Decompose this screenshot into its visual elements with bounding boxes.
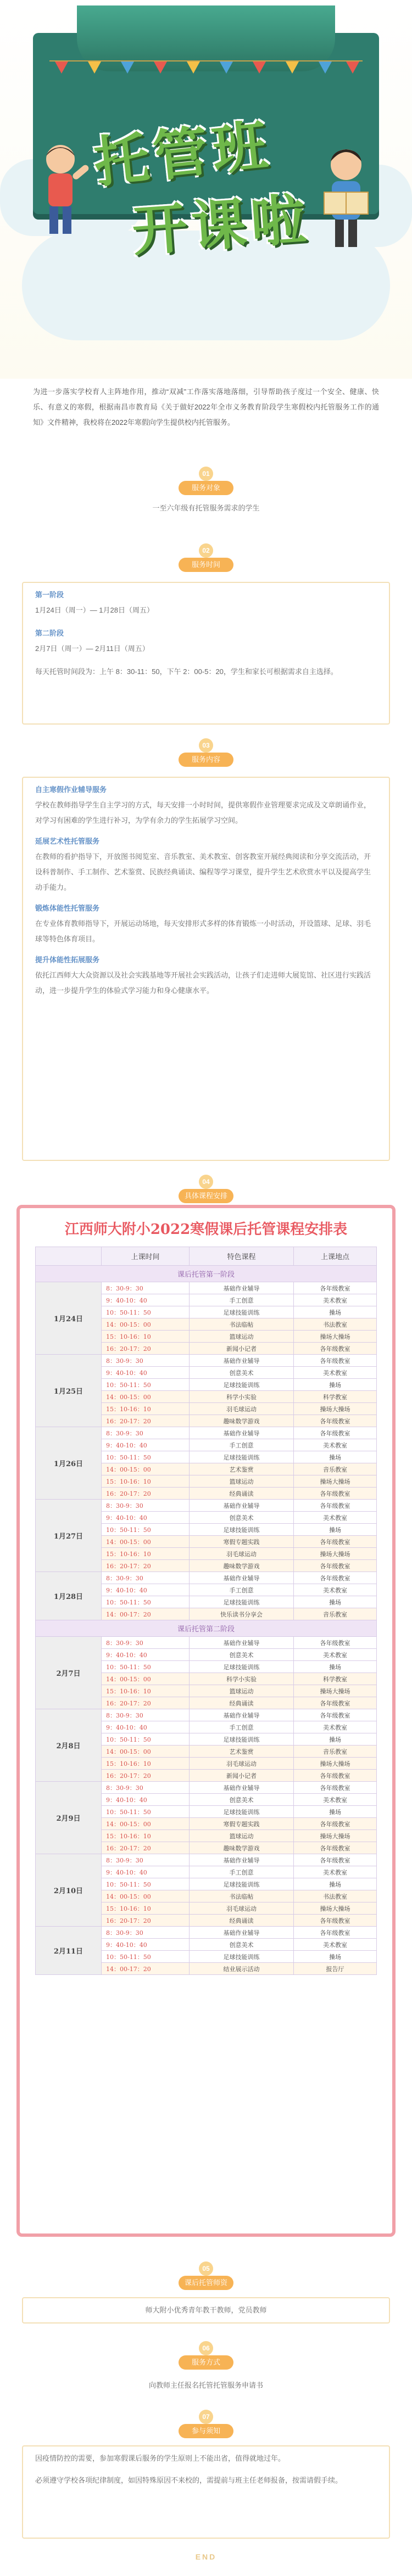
location-cell: 各年级教室 bbox=[294, 1818, 377, 1830]
course-cell: 创意美术 bbox=[190, 1367, 294, 1379]
location-cell: 各年级教室 bbox=[294, 1488, 377, 1500]
location-cell: 各年级教室 bbox=[294, 1842, 377, 1854]
course-cell: 寒假专题实践 bbox=[190, 1818, 294, 1830]
section-badge-teachers bbox=[173, 2261, 239, 2291]
time-cell: 10：50-11：50 bbox=[102, 1806, 190, 1818]
time-cell: 10：50-11：50 bbox=[102, 1733, 190, 1746]
location-cell: 各年级教室 bbox=[294, 1572, 377, 1584]
time-cell: 10：50-11：50 bbox=[102, 1306, 190, 1318]
table-row bbox=[36, 1782, 377, 1794]
course-cell: 创意美术 bbox=[190, 1939, 294, 1951]
time-cell: 9：40-10：40 bbox=[102, 1512, 190, 1524]
table-row bbox=[36, 1637, 377, 1649]
time-cell: 9：40-10：40 bbox=[102, 1439, 190, 1451]
time-cell: 15：10-16：10 bbox=[102, 1403, 190, 1415]
course-cell: 基础作业辅导 bbox=[190, 1709, 294, 1721]
time-cell: 15：10-16：10 bbox=[102, 1548, 190, 1560]
location-cell: 美术教室 bbox=[294, 1939, 377, 1951]
time-cell: 8：30-9：30 bbox=[102, 1355, 190, 1367]
location-cell: 美术教室 bbox=[294, 1866, 377, 1878]
course-cell: 基础作业辅导 bbox=[190, 1427, 294, 1439]
note-item: 因疫情防控的需要，参加寒假课后服务的学生原则上不能出省，值得就地过年。 bbox=[35, 2454, 286, 2462]
banner-title-line1: 托管班 bbox=[91, 113, 275, 195]
time-cell: 10：50-11：50 bbox=[102, 1451, 190, 1463]
time-cell: 8：30-9：30 bbox=[102, 1782, 190, 1794]
course-cell: 经典诵读 bbox=[190, 1915, 294, 1927]
table-header-cell: 上课地点 bbox=[294, 1247, 377, 1266]
course-cell: 手工创意 bbox=[190, 1866, 294, 1878]
intro-paragraph: 为进一步落实学校育人主阵地作用，推动“双减”工作落实落地落细，引导帮助孩子度过一个安全、健康、快乐、有意义的寒假，根据南昌市教育局《关于做好2022年全市义务教育阶段学生寒假校内托管服务工作的通知》文件精神，我校将在2022年寒假向学生提供校内托管服务。 bbox=[33, 388, 379, 426]
time-cell: 8：30-9：30 bbox=[102, 1709, 190, 1721]
content-box bbox=[22, 777, 390, 1161]
location-cell: 操场 bbox=[294, 1878, 377, 1890]
course-cell: 羽毛球运动 bbox=[190, 1548, 294, 1560]
course-cell: 书法临帖 bbox=[190, 1890, 294, 1902]
course-cell: 趣味数学游戏 bbox=[190, 1560, 294, 1572]
course-cell: 手工创意 bbox=[190, 1584, 294, 1596]
table-header-cell: 上课时间 bbox=[102, 1247, 190, 1266]
time-cell: 8：30-9：30 bbox=[102, 1282, 190, 1294]
section-number: 03 bbox=[199, 738, 213, 753]
note-item: 必须遵守学校各项纪律制度，如因特殊原因不来校的，需提前与班主任老师报备，按需请假手续。 bbox=[35, 2476, 343, 2484]
location-cell: 美术教室 bbox=[294, 1721, 377, 1733]
time-cell: 16：20-17：20 bbox=[102, 1560, 190, 1572]
course-cell: 结业展示活动 bbox=[190, 1963, 294, 1975]
section-badge-schedule bbox=[173, 1175, 239, 1204]
course-cell: 经典诵读 bbox=[190, 1488, 294, 1500]
day-cell: 1月28日 bbox=[36, 1572, 102, 1620]
banner-title-line2: 开课啦 bbox=[130, 187, 313, 264]
phase-row bbox=[36, 1266, 377, 1282]
location-cell: 操场 bbox=[294, 1806, 377, 1818]
course-cell: 足球技能训练 bbox=[190, 1733, 294, 1746]
course-cell: 手工创意 bbox=[190, 1721, 294, 1733]
time-cell: 14：00-17：20 bbox=[102, 1963, 190, 1975]
course-cell: 新闻小记者 bbox=[190, 1770, 294, 1782]
location-cell: 各年级教室 bbox=[294, 1915, 377, 1927]
location-cell: 报告厅 bbox=[294, 1963, 377, 1975]
location-cell: 美术教室 bbox=[294, 1367, 377, 1379]
location-cell: 各年级教室 bbox=[294, 1927, 377, 1939]
course-cell: 羽毛球运动 bbox=[190, 1902, 294, 1915]
table-row bbox=[36, 1427, 377, 1439]
course-cell: 羽毛球运动 bbox=[190, 1758, 294, 1770]
content-item-title: 延展艺术性托管服务 bbox=[35, 837, 100, 845]
kid-with-book-icon bbox=[313, 137, 379, 258]
phase-row bbox=[36, 1620, 377, 1637]
location-cell: 科学教室 bbox=[294, 1673, 377, 1685]
content-item-text: 在教师的看护指导下，开放图书阅览室、音乐教室、美术教室、创客教室开展经典阅读和分享交流活动，开设科普制作、手工制作、艺术鉴赏、民族经典诵读、编程等学习课堂，提升学生艺术欣赏水平以及提高学生动手能力。 bbox=[35, 852, 371, 891]
content-item-title: 自主寒假作业辅导服务 bbox=[35, 785, 107, 794]
day-cell: 2月10日 bbox=[36, 1854, 102, 1927]
service-text: 向教师主任报名托管托管服务申请书 bbox=[148, 2381, 263, 2389]
table-row bbox=[36, 1500, 377, 1512]
day-cell: 2月8日 bbox=[36, 1709, 102, 1782]
location-cell: 各年级教室 bbox=[294, 1854, 377, 1866]
time-cell: 15：10-16：10 bbox=[102, 1758, 190, 1770]
location-cell: 科学教室 bbox=[294, 1391, 377, 1403]
location-cell: 书法教室 bbox=[294, 1318, 377, 1331]
time-cell: 9：40-10：40 bbox=[102, 1294, 190, 1306]
location-cell: 美术教室 bbox=[294, 1512, 377, 1524]
content-item-title: 锻炼体能性托管服务 bbox=[35, 904, 100, 912]
table-row bbox=[36, 1572, 377, 1584]
time-cell: 9：40-10：40 bbox=[102, 1367, 190, 1379]
course-cell: 趣味数学游戏 bbox=[190, 1415, 294, 1427]
location-cell: 操场大操场 bbox=[294, 1403, 377, 1415]
time-cell: 14：00-15：00 bbox=[102, 1391, 190, 1403]
section-badge-time bbox=[173, 543, 239, 573]
course-cell: 足球技能训练 bbox=[190, 1806, 294, 1818]
time-cell: 8：30-9：30 bbox=[102, 1427, 190, 1439]
course-cell: 足球技能训练 bbox=[190, 1878, 294, 1890]
bunting-decoration bbox=[49, 60, 363, 82]
time-cell: 14：00-15：00 bbox=[102, 1673, 190, 1685]
location-cell: 操场 bbox=[294, 1306, 377, 1318]
section-number: 02 bbox=[199, 543, 213, 558]
phase-label: 课后托管第一阶段 bbox=[36, 1266, 377, 1282]
time-cell: 14：00-15：00 bbox=[102, 1818, 190, 1830]
location-cell: 操场大操场 bbox=[294, 1902, 377, 1915]
course-cell: 基础作业辅导 bbox=[190, 1927, 294, 1939]
time-cell: 16：20-17：20 bbox=[102, 1488, 190, 1500]
time-cell: 15：10-16：10 bbox=[102, 1685, 190, 1697]
end-mark: END bbox=[195, 2552, 217, 2561]
phase-label: 课后托管第二阶段 bbox=[36, 1620, 377, 1637]
course-cell: 足球技能训练 bbox=[190, 1661, 294, 1673]
schedule-card bbox=[16, 1205, 396, 2237]
time-cell: 14：00-15：00 bbox=[102, 1890, 190, 1902]
course-cell: 基础作业辅导 bbox=[190, 1854, 294, 1866]
section-label: 服务内容 bbox=[179, 753, 233, 767]
table-row bbox=[36, 1355, 377, 1367]
section-number: 01 bbox=[199, 467, 213, 481]
time-cell: 10：50-11：50 bbox=[102, 1951, 190, 1963]
course-cell: 经典诵读 bbox=[190, 1697, 294, 1709]
time-cell: 9：40-10：40 bbox=[102, 1721, 190, 1733]
section-badge-target bbox=[173, 467, 239, 496]
course-cell: 篮球运动 bbox=[190, 1685, 294, 1697]
location-cell: 各年级教室 bbox=[294, 1709, 377, 1721]
location-cell: 各年级教室 bbox=[294, 1500, 377, 1512]
section-badge-method bbox=[173, 2341, 239, 2371]
time-cell: 9：40-10：40 bbox=[102, 1866, 190, 1878]
time-cell: 14：00-17：20 bbox=[102, 1608, 190, 1620]
course-cell: 足球技能训练 bbox=[190, 1951, 294, 1963]
location-cell: 各年级教室 bbox=[294, 1782, 377, 1794]
section-label: 服务对象 bbox=[179, 481, 233, 495]
time-cell: 9：40-10：40 bbox=[102, 1939, 190, 1951]
time-cell: 14：00-15：00 bbox=[102, 1746, 190, 1758]
course-cell: 手工创意 bbox=[190, 1294, 294, 1306]
course-cell: 基础作业辅导 bbox=[190, 1572, 294, 1584]
table-header-cell: 特色课程 bbox=[190, 1247, 294, 1266]
location-cell: 操场大操场 bbox=[294, 1685, 377, 1697]
time-cell: 10：50-11：50 bbox=[102, 1878, 190, 1890]
time-cell: 9：40-10：40 bbox=[102, 1584, 190, 1596]
course-cell: 趣味数学游戏 bbox=[190, 1842, 294, 1854]
location-cell: 美术教室 bbox=[294, 1794, 377, 1806]
course-cell: 羽毛球运动 bbox=[190, 1403, 294, 1415]
time-cell: 15：10-16：10 bbox=[102, 1830, 190, 1842]
time-cell: 15：10-16：10 bbox=[102, 1475, 190, 1488]
location-cell: 操场 bbox=[294, 1524, 377, 1536]
course-cell: 创意美术 bbox=[190, 1794, 294, 1806]
content-item-text: 依托江西师大大众资源以及社会实践基地等开展社会实践活动，让孩子们走进师大展览馆、社区进行实践活动，进一步提升学生的体验式学习能力和身心健康水平。 bbox=[35, 971, 371, 995]
table-row bbox=[36, 1709, 377, 1721]
location-cell: 各年级教室 bbox=[294, 1355, 377, 1367]
day-cell: 2月11日 bbox=[36, 1927, 102, 1975]
section-badge-notes bbox=[173, 2410, 239, 2439]
day-cell: 2月9日 bbox=[36, 1782, 102, 1854]
day-cell: 1月24日 bbox=[36, 1282, 102, 1355]
table-row bbox=[36, 1854, 377, 1866]
location-cell: 操场 bbox=[294, 1379, 377, 1391]
location-cell: 各年级教室 bbox=[294, 1282, 377, 1294]
course-cell: 足球技能训练 bbox=[190, 1524, 294, 1536]
phase2-dates: 2月7日（周一）— 2月11日（周五） bbox=[35, 644, 149, 653]
phase2-title: 第二阶段 bbox=[35, 629, 64, 637]
course-cell: 手工创意 bbox=[190, 1439, 294, 1451]
section-badge-content bbox=[173, 738, 239, 768]
daily-hours: 每天托管时间段为：上午 8：30-11：50，下午 2：00-5：20，学生和家长可根据需求自主选择。 bbox=[35, 667, 338, 676]
table-header-cell bbox=[36, 1247, 102, 1266]
section-number: 07 bbox=[199, 2410, 213, 2424]
section-label: 服务时间 bbox=[179, 558, 233, 572]
section-number: 04 bbox=[199, 1175, 213, 1189]
location-cell: 操场大操场 bbox=[294, 1548, 377, 1560]
location-cell: 操场大操场 bbox=[294, 1830, 377, 1842]
course-cell: 基础作业辅导 bbox=[190, 1637, 294, 1649]
kid-illustration-icon bbox=[27, 137, 93, 247]
course-cell: 篮球运动 bbox=[190, 1830, 294, 1842]
time-cell: 16：20-17：20 bbox=[102, 1915, 190, 1927]
location-cell: 各年级教室 bbox=[294, 1343, 377, 1355]
location-cell: 美术教室 bbox=[294, 1294, 377, 1306]
time-cell: 8：30-9：30 bbox=[102, 1854, 190, 1866]
teachers-text: 师大附小优秀青年教干教师，党员教师 bbox=[145, 2306, 267, 2314]
course-cell: 足球技能训练 bbox=[190, 1379, 294, 1391]
time-cell: 9：40-10：40 bbox=[102, 1794, 190, 1806]
course-cell: 基础作业辅导 bbox=[190, 1500, 294, 1512]
time-box bbox=[22, 582, 390, 725]
course-cell: 基础作业辅导 bbox=[190, 1355, 294, 1367]
table-row bbox=[36, 1927, 377, 1939]
location-cell: 音乐教室 bbox=[294, 1746, 377, 1758]
location-cell: 操场大操场 bbox=[294, 1475, 377, 1488]
course-cell: 快乐读书分享会 bbox=[190, 1608, 294, 1620]
location-cell: 操场 bbox=[294, 1733, 377, 1746]
day-cell: 1月25日 bbox=[36, 1355, 102, 1427]
course-cell: 创意美术 bbox=[190, 1512, 294, 1524]
time-cell: 15：10-16：10 bbox=[102, 1331, 190, 1343]
course-cell: 篮球运动 bbox=[190, 1475, 294, 1488]
time-cell: 9：40-10：40 bbox=[102, 1649, 190, 1661]
time-cell: 10：50-11：50 bbox=[102, 1524, 190, 1536]
location-cell: 各年级教室 bbox=[294, 1560, 377, 1572]
section-label: 参与须知 bbox=[179, 2424, 233, 2438]
time-cell: 8：30-9：30 bbox=[102, 1500, 190, 1512]
location-cell: 音乐教室 bbox=[294, 1463, 377, 1475]
course-cell: 艺术鉴赏 bbox=[190, 1746, 294, 1758]
location-cell: 操场大操场 bbox=[294, 1758, 377, 1770]
course-cell: 足球技能训练 bbox=[190, 1451, 294, 1463]
section-number: 06 bbox=[199, 2341, 213, 2355]
section-label: 服务方式 bbox=[179, 2355, 233, 2370]
content-item-text: 学校在教师指导学生自主学习的方式，每天安排一小时时间，提供寒假作业管理要求完成及文章朗诵作业，对学习有困难的学生进行补习，为学有余力的学生拓展学习空间。 bbox=[35, 801, 371, 824]
location-cell: 各年级教室 bbox=[294, 1770, 377, 1782]
day-cell: 2月7日 bbox=[36, 1637, 102, 1709]
time-cell: 8：30-9：30 bbox=[102, 1572, 190, 1584]
course-cell: 足球技能训练 bbox=[190, 1306, 294, 1318]
location-cell: 各年级教室 bbox=[294, 1427, 377, 1439]
time-cell: 14：00-15：00 bbox=[102, 1463, 190, 1475]
schedule-body bbox=[36, 1266, 377, 1975]
course-cell: 足球技能训练 bbox=[190, 1596, 294, 1608]
location-cell: 各年级教室 bbox=[294, 1637, 377, 1649]
location-cell: 操场 bbox=[294, 1451, 377, 1463]
course-cell: 书法临帖 bbox=[190, 1318, 294, 1331]
schedule-title: 江西师大附小2022寒假课后托管课程安排表 bbox=[64, 1221, 348, 1238]
phase1-dates: 1月24日（周一）— 1月28日（周五） bbox=[35, 606, 154, 614]
location-cell: 操场大操场 bbox=[294, 1331, 377, 1343]
teachers-box bbox=[22, 2297, 390, 2324]
table-header-row bbox=[36, 1247, 377, 1266]
location-cell: 美术教室 bbox=[294, 1439, 377, 1451]
location-cell: 操场 bbox=[294, 1661, 377, 1673]
time-cell: 16：20-17：20 bbox=[102, 1697, 190, 1709]
section-label: 具体课程安排 bbox=[179, 1189, 233, 1203]
time-cell: 8：30-9：30 bbox=[102, 1927, 190, 1939]
time-cell: 16：20-17：20 bbox=[102, 1343, 190, 1355]
course-cell: 科学小实验 bbox=[190, 1391, 294, 1403]
schedule-table bbox=[35, 1247, 377, 1975]
content-item-text: 在专业体育教师指导下，开展运动场地，每天安排形式多样的体育锻炼一小时活动，开设篮球、足球、羽毛球等特色体育项目。 bbox=[35, 919, 371, 943]
course-cell: 寒假专题实践 bbox=[190, 1536, 294, 1548]
location-cell: 各年级教室 bbox=[294, 1415, 377, 1427]
content-item-title: 提升体能性拓展服务 bbox=[35, 956, 100, 964]
course-cell: 科学小实验 bbox=[190, 1673, 294, 1685]
time-cell: 14：00-15：00 bbox=[102, 1536, 190, 1548]
time-cell: 14：00-15：00 bbox=[102, 1318, 190, 1331]
location-cell: 音乐教室 bbox=[294, 1608, 377, 1620]
time-cell: 16：20-17：20 bbox=[102, 1415, 190, 1427]
time-cell: 10：50-11：50 bbox=[102, 1661, 190, 1673]
section-label: 课后托管师资 bbox=[179, 2276, 233, 2290]
course-cell: 篮球运动 bbox=[190, 1331, 294, 1343]
course-cell: 基础作业辅导 bbox=[190, 1782, 294, 1794]
time-cell: 8：30-9：30 bbox=[102, 1637, 190, 1649]
location-cell: 书法教室 bbox=[294, 1890, 377, 1902]
header-banner bbox=[0, 0, 412, 379]
course-cell: 创意美术 bbox=[190, 1649, 294, 1661]
course-cell: 艺术鉴赏 bbox=[190, 1463, 294, 1475]
location-cell: 各年级教室 bbox=[294, 1697, 377, 1709]
time-cell: 10：50-11：50 bbox=[102, 1379, 190, 1391]
notes-box bbox=[22, 2445, 390, 2539]
section-number: 05 bbox=[199, 2261, 213, 2276]
day-cell: 1月26日 bbox=[36, 1427, 102, 1500]
location-cell: 操场 bbox=[294, 1951, 377, 1963]
time-cell: 15：10-16：10 bbox=[102, 1902, 190, 1915]
time-cell: 16：20-17：20 bbox=[102, 1842, 190, 1854]
target-text: 一至六年级有托管服务需求的学生 bbox=[152, 504, 260, 512]
course-cell: 新闻小记者 bbox=[190, 1343, 294, 1355]
time-cell: 10：50-11：50 bbox=[102, 1596, 190, 1608]
time-cell: 16：20-17：20 bbox=[102, 1770, 190, 1782]
course-cell: 基础作业辅导 bbox=[190, 1282, 294, 1294]
location-cell: 操场 bbox=[294, 1596, 377, 1608]
location-cell: 美术教室 bbox=[294, 1584, 377, 1596]
phase1-title: 第一阶段 bbox=[35, 591, 64, 599]
table-row bbox=[36, 1282, 377, 1294]
location-cell: 美术教室 bbox=[294, 1649, 377, 1661]
location-cell: 各年级教室 bbox=[294, 1536, 377, 1548]
day-cell: 1月27日 bbox=[36, 1500, 102, 1572]
